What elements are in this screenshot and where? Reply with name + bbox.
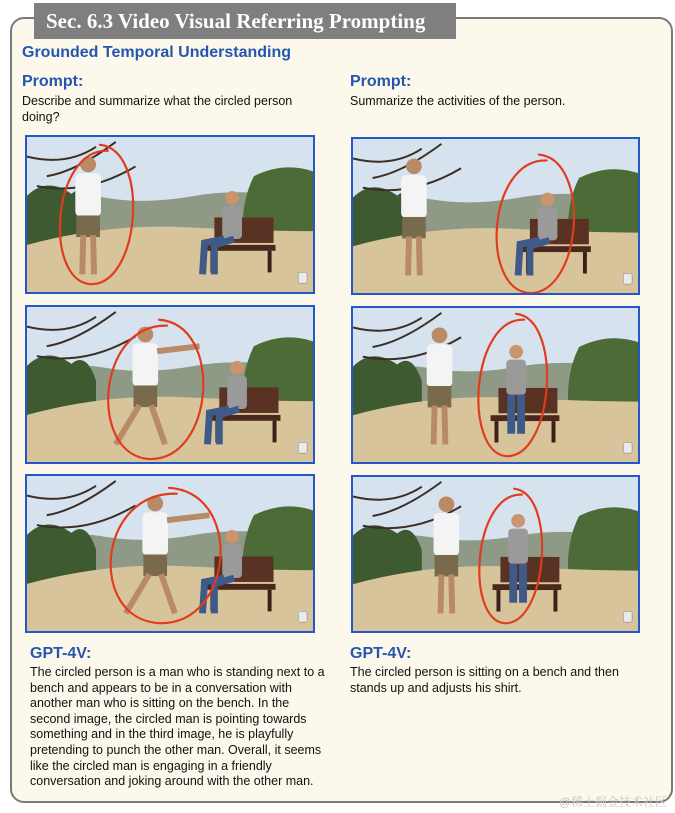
figure-subtitle: Grounded Temporal Understanding (22, 44, 292, 61)
right-prompt-text: Summarize the activities of the person. (350, 94, 566, 108)
left-prompt-text: Describe and summarize what the circled person doing? (22, 94, 293, 124)
left-frame-2 (25, 305, 315, 464)
left-answer-label: GPT-4V: (30, 645, 92, 662)
left-answer-text: The circled person is a man who is standing next to a bench and appears to be in a conversation with another man who is sitting on the bench. In the second image, the circled man is pointing towards something and in the third image, he is playfully pretending to punch the other man. Overall, it seems like the circled man is engaging in a friendly conversation and joking around with the other man. (30, 665, 325, 789)
right-answer-label: GPT-4V: (350, 645, 412, 662)
right-answer-text: The circled person is sitting on a bench and then stands up and adjusts his shirt. (350, 665, 619, 695)
left-frame-3 (25, 474, 315, 633)
section-title: Sec. 6.3 Video Visual Referring Prompting (34, 3, 456, 39)
left-frame-1 (25, 135, 315, 294)
watermark: @稀土掘金技术社区 (558, 795, 667, 809)
right-frame-1 (351, 137, 640, 295)
right-frame-2 (351, 306, 640, 464)
left-prompt-label: Prompt: (22, 73, 84, 90)
right-frame-3 (351, 475, 640, 633)
right-prompt-label: Prompt: (350, 73, 412, 90)
